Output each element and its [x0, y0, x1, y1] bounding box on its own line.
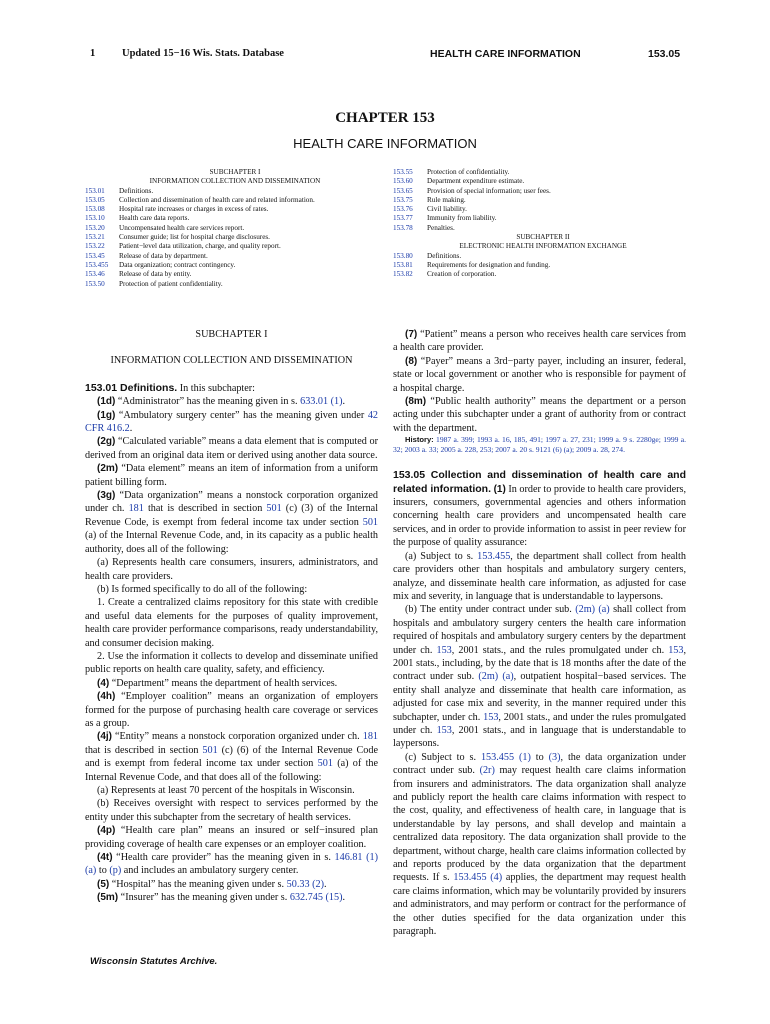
toc-section-title: Definitions. — [119, 186, 154, 195]
history-acts-link[interactable]: 1987 a. 399; 1993 a. 16, 185, 491; 1997 a. 27, 231; 1999 a. 9 s. 2280ge; 1999 a. 32; 2003 a. 33; 2005 a. 228, 253; 2007 a. 20 s. 9121 (6) (a); 2009 a. 28, 274. — [393, 435, 686, 455]
toc-entry[interactable] — [393, 214, 693, 223]
toc-section-title: Provision of special information; user fees. — [427, 186, 551, 195]
cfr-link[interactable]: 42 CFR 416.2 — [85, 409, 379, 435]
irc-link[interactable]: 501 — [317, 758, 333, 770]
definition-8m: (8m) “Public health authority” means the department or a person acting under this subchapter under a grant of authority from or contract with the department. — [393, 396, 686, 434]
toc-section-number[interactable]: 153.78 — [393, 223, 413, 232]
toc-section-number[interactable]: 153.08 — [85, 205, 105, 214]
toc-section-title: Collection and dissemination of health care and related information. — [119, 195, 315, 204]
definition-7: (7) “Patient” means a person who receives health care services from a health care provider. — [393, 329, 687, 354]
paragraph-c: (c) Subject to s. 153.455 (1) to (3), the data organization under contract under sub. (2r) may request health care claims information from insurers and administrators. The data organization shall analyze and publicly report the health care claims information with respect to the cost, quality, and effectiveness of health care, in language that is understandable by lay persons, and shall develop and maintain a centralized data repository. The data organization shall provide to the department, without charge, health care claims information collected by and reports produced by the data organization that the department requests. If s. 153.455 (4) applies, the department may request health care claims information, which may be voluntarily provided by insurers and administrators, and may perform or contract for the performance of the other duties specified for the data organization under this paragraph. — [393, 751, 687, 938]
chapter-link[interactable]: 153 — [436, 724, 452, 736]
toc-section-number[interactable]: 153.50 — [85, 279, 105, 288]
toc-section-number[interactable]: 153.10 — [85, 214, 105, 223]
history-note: History: 1987 a. 399; 1993 a. 16, 185, 491; 1997 a. 27, 231; 1999 a. 9 s. 2280ge; 1999 a. 32; 2003 a. 33; 2005 a. 228, 253; 2007 a. 20 s. 9121 (6) (a); 2009 a. 28, 274. — [393, 435, 686, 455]
toc-entry[interactable] — [393, 168, 693, 177]
section-heading: 153.01 Definitions. — [85, 381, 178, 394]
definition-4j: (4j) “Entity” means a nonstock corporation organized under ch. 181 that is described in section 501 (c) (6) of the Internal Revenue Code and is exempt from federal income tax under section 501 (a) of the Internal Revenue Code, and that does all of the following: — [85, 731, 379, 783]
toc-section-title: Immunity from liability. — [427, 214, 497, 223]
definition-2m: (2m) “Data element” means an item of information from a uniform patient billing form. — [85, 463, 378, 488]
toc-section-title: Consumer guide; list for hospital charge disclosures. — [119, 233, 270, 242]
toc-section-title: Department expenditure estimate. — [427, 177, 525, 186]
toc-section-title: Release of data by department. — [119, 251, 208, 260]
toc-entry[interactable] — [393, 205, 693, 214]
toc-entry[interactable] — [85, 187, 385, 196]
toc-section-title: Requirements for designation and funding. — [427, 260, 551, 269]
toc-entry[interactable] — [85, 224, 385, 233]
chapter-link[interactable]: 181 — [128, 503, 144, 515]
toc-section-number[interactable]: 153.76 — [393, 205, 413, 214]
toc-entry[interactable] — [85, 205, 385, 214]
toc-section-number[interactable]: 153.20 — [85, 223, 105, 232]
statute-link[interactable]: 153.455 — [477, 550, 511, 562]
statute-link[interactable]: 50.33 (2) — [286, 878, 324, 890]
left-column — [85, 328, 378, 905]
definition-5m: (5m) “Insurer” has the meaning given under s. 632.745 (15). — [97, 892, 346, 904]
toc-subchapter: SUBCHAPTER I — [209, 168, 261, 176]
toc-entry[interactable] — [393, 252, 693, 261]
update-note: Updated 15−16 Wis. Stats. Database — [122, 48, 284, 59]
toc-section-title: Health care data reports. — [119, 214, 190, 223]
definition-1d: (1d) “Administrator” has the meaning given in s. 633.01 (1). — [97, 396, 346, 408]
toc-entry[interactable] — [85, 270, 385, 279]
toc-section-title: Data organization; contract contingency. — [119, 260, 236, 269]
statute-link[interactable]: (2m) (a) — [478, 671, 514, 683]
statute-link[interactable]: 146.81 (1) (a) — [85, 852, 379, 877]
toc-subchapter-title: ELECTRONIC HEALTH INFORMATION EXCHANGE — [459, 242, 627, 251]
toc-entry-list — [85, 187, 385, 289]
definition-5: (5) “Hospital” has the meaning given under s. 50.33 (2). — [97, 878, 327, 890]
running-header — [0, 48, 770, 64]
toc-section-number[interactable]: 153.55 — [393, 168, 413, 176]
toc-section-title: Penalties. — [427, 223, 455, 232]
definition-1g: (1g) “Ambulatory surgery center” has the meaning given under 42 CFR 416.2. — [85, 409, 379, 435]
irc-link[interactable]: 501 — [362, 516, 378, 528]
toc-entry[interactable] — [85, 196, 385, 205]
toc-right — [393, 168, 693, 280]
toc-section-number[interactable]: 153.82 — [393, 270, 413, 279]
toc-section-number[interactable]: 153.01 — [85, 186, 105, 195]
subchapter-heading: SUBCHAPTER I — [195, 329, 268, 340]
toc-section-number[interactable]: 153.75 — [393, 195, 413, 204]
toc-section-number[interactable]: 153.05 — [85, 195, 105, 204]
paragraph-a: (a) Subject to s. 153.455, the department shall collect from health care providers other than hospitals and ambulatory surgery centers, analyze, and disseminate health care information, as adjusted for case mix and severity, in language that is understandable to laypersons. — [393, 550, 686, 602]
list-item: 2. Use the information it collects to develop and disseminate unified public reports on health care quality, safety, and efficiency. — [85, 650, 378, 676]
statute-link[interactable]: (2m) (a) — [575, 604, 610, 616]
toc-section-number[interactable]: 153.65 — [393, 186, 413, 195]
section-153-05: 153.05 Collection and dissemination of health care and related information. (1) In order to provide to health care providers, insurers, consumers, governmental agencies and others information concerning health care providers and uncompensated health care services, and in order to provide information to assist in peer review for the purpose of quality assurance: — [393, 469, 686, 549]
toc-section-number[interactable]: 153.21 — [85, 233, 105, 242]
running-section-title: HEALTH CARE INFORMATION — [430, 48, 581, 60]
toc-entry[interactable] — [85, 252, 385, 261]
toc-section-title: Protection of patient confidentiality. — [119, 279, 223, 288]
chapter-title: HEALTH CARE INFORMATION — [293, 136, 477, 151]
list-item: 1. Create a centralized claims repository for this state with credible and useful data elements for the purposes of quality improvement, health care provider performance comparisons, ready understandability, and consumer decision making. — [85, 597, 378, 649]
running-section-number: 153.05 — [648, 48, 681, 60]
definition-8: (8) “Payer” means a 3rd−party payer, including an insurer, federal, state or local government or another who is responsible for payment of a hospital charge. — [393, 355, 686, 394]
toc-entry[interactable] — [85, 214, 385, 223]
toc-entry[interactable] — [393, 270, 693, 279]
toc-entry[interactable] — [85, 233, 385, 242]
statute-link[interactable]: 633.01 (1) — [300, 396, 343, 408]
statute-link[interactable]: 153.455 (4) — [453, 872, 503, 884]
toc-section-title: Protection of confidentiality. — [427, 168, 510, 176]
toc-entry[interactable] — [393, 177, 693, 186]
toc-section-number[interactable]: 153.77 — [393, 214, 413, 223]
toc-entry[interactable] — [85, 261, 385, 270]
toc-entry[interactable] — [393, 187, 693, 196]
toc-section-number[interactable]: 153.455 — [85, 260, 109, 269]
toc-entry[interactable] — [393, 261, 693, 270]
footer-archive-note: Wisconsin Statutes Archive. — [90, 956, 218, 967]
chapter-link[interactable]: 153 — [436, 644, 452, 656]
irc-link[interactable]: 501 — [266, 503, 282, 515]
page-number: 1 — [90, 48, 96, 59]
statute-link[interactable]: 632.745 (15) — [289, 892, 343, 904]
toc-entry[interactable] — [85, 280, 385, 289]
toc-section-number[interactable]: 153.60 — [393, 177, 413, 186]
list-item: (b) Is formed specifically to do all of the following: — [97, 583, 308, 595]
toc-section-title: Hospital rate increases or charges in excess of rates. — [119, 205, 269, 214]
definition-3g: (3g) “Data organization” means a nonstock corporation organized under ch. 181 that is described in section 501 (c) (3) of the Internal Revenue Code, is exempt from federal income tax under section 501 (a) of the Internal Revenue Code, and, in its capacity as a public health authority, does all of the following: — [85, 490, 379, 555]
list-item: (a) Represents health care consumers, insurers, administrators, and health care providers. — [85, 557, 378, 582]
section-153-01: 153.01 Definitions. In this subchapter: — [85, 381, 256, 394]
irc-link[interactable]: 501 — [202, 744, 218, 756]
toc-section-number[interactable]: 153.22 — [85, 242, 105, 251]
toc-section-number[interactable]: 153.80 — [393, 251, 413, 260]
chapter-number: CHAPTER 153 — [335, 110, 435, 126]
statute-link[interactable]: 153.455 (1) — [480, 751, 531, 763]
toc-entry[interactable] — [393, 196, 693, 205]
definition-4p: (4p) “Health care plan” means an insured or self−insured plan providing coverage of health care expenses or an employer coalition. — [85, 825, 378, 850]
toc-section-number[interactable]: 153.81 — [393, 260, 413, 269]
definition-4t: (4t) “Health care provider” has the meaning given in s. 146.81 (1) (a) to (p) and includes an ambulatory surgery center. — [85, 852, 379, 877]
chapter-link[interactable]: 153 — [668, 644, 684, 656]
definition-4: (4) “Department” means the department of health services. — [97, 677, 338, 689]
statute-link[interactable]: (p) — [109, 865, 122, 877]
list-item: (a) Represents at least 70 percent of the hospitals in Wisconsin. — [97, 785, 355, 796]
toc-section-number[interactable]: 153.45 — [85, 251, 105, 260]
toc-section-title: Patient−level data utilization, charge, and quality report. — [119, 242, 281, 251]
toc-section-title: Rule making. — [427, 195, 466, 204]
chapter-link[interactable]: 153 — [483, 711, 499, 723]
toc-entry-list — [393, 168, 693, 233]
statute-link[interactable]: (3) — [548, 751, 561, 763]
toc-section-number[interactable]: 153.46 — [85, 270, 105, 279]
toc-section-title: Civil liability. — [427, 205, 467, 214]
toc-entry[interactable] — [393, 224, 693, 233]
list-item: (b) Receives oversight with respect to services performed by the entity under this subchapter from the secretary of health services. — [85, 798, 378, 823]
toc-entry-list — [393, 252, 693, 280]
toc-left — [85, 168, 385, 289]
right-column — [393, 328, 686, 938]
toc-section-title: Release of data by entity. — [119, 270, 192, 279]
toc-subchapter: SUBCHAPTER II — [516, 233, 570, 242]
toc-section-title: Creation of corporation. — [427, 270, 497, 279]
toc-section-title: Uncompensated health care services report. — [119, 223, 245, 232]
statute-link[interactable]: (2r) — [479, 765, 495, 777]
paragraph-b: (b) The entity under contract under sub. (2m) (a) shall collect from hospitals and ambulatory surgery centers the health care information required of hospitals and ambulatory surgery centers by the department under ch. 153, 2001 stats., and the rules promulgated under ch. 153, 2001 stats., including, by the date that is 18 months after the date of the contract under sub. (2m) (a), outpatient hospital−based services. The entity shall analyze and disseminate that health care information, as adjusted for case mix and severity, in the manner required under this subchapter, under ch. 153, 2001 stats., and under the rules promulgated under ch. 153, 2001 stats., and in language that is understandable to laypersons. — [393, 604, 687, 750]
toc-entry[interactable] — [85, 242, 385, 251]
toc-section-title: Definitions. — [427, 251, 462, 260]
toc-subchapter-title: INFORMATION COLLECTION AND DISSEMINATION — [149, 177, 321, 186]
definition-2g: (2g) “Calculated variable” means a data element that is computed or derived from an original data item or derived using another data source. — [85, 436, 379, 461]
section-heading: 153.05 Collection and dissemination of health care and related information. — [393, 469, 686, 495]
definition-4h: (4h) “Employer coalition” means an organization of employers formed for the purpose of purchasing health care coverage or services as a group. — [85, 691, 379, 729]
chapter-link[interactable]: 181 — [362, 731, 378, 743]
subchapter-title: INFORMATION COLLECTION AND DISSEMINATION — [110, 355, 353, 367]
